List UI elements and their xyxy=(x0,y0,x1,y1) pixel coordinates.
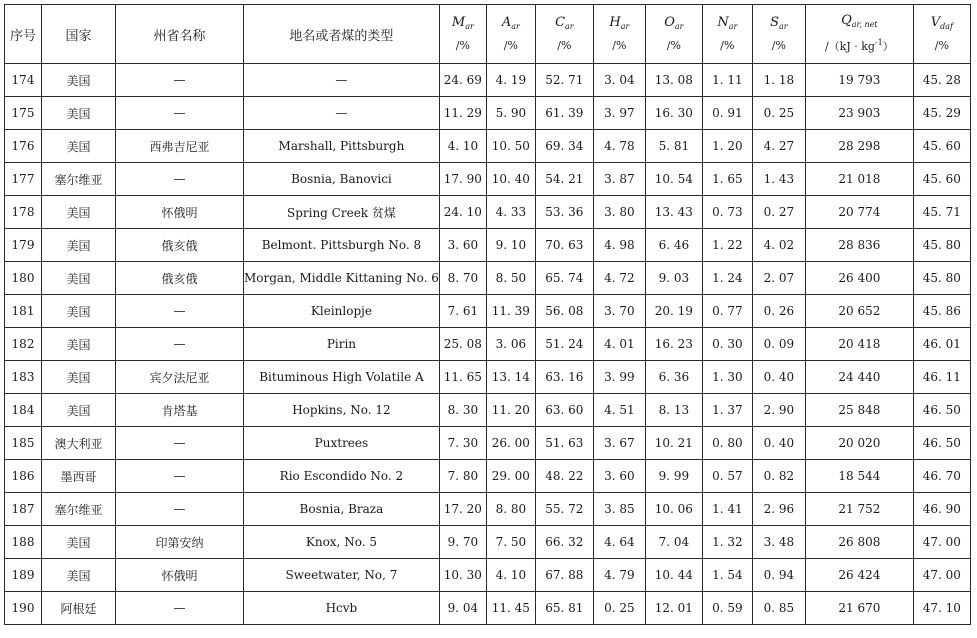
cell-no: 187 xyxy=(5,493,42,526)
cell-har: 4. 51 xyxy=(593,394,645,427)
cell-sar: 4. 02 xyxy=(752,229,805,262)
cell-oar: 9. 99 xyxy=(645,460,702,493)
cell-vdaf: 46. 50 xyxy=(913,427,970,460)
header-car xyxy=(535,5,593,64)
cell-sar: 4. 27 xyxy=(752,130,805,163)
cell-country: 澳大利亚 xyxy=(42,427,116,460)
cell-no: 177 xyxy=(5,163,42,196)
header-vdaf xyxy=(913,5,970,64)
cell-nar: 1. 11 xyxy=(702,64,752,97)
cell-car: 56. 08 xyxy=(535,295,593,328)
cell-car: 70. 63 xyxy=(535,229,593,262)
cell-har: 4. 72 xyxy=(593,262,645,295)
cell-country: 美国 xyxy=(42,262,116,295)
cell-nar: 0. 80 xyxy=(702,427,752,460)
cell-vdaf: 47. 00 xyxy=(913,559,970,592)
cell-qar-net: 19 793 xyxy=(805,64,913,97)
cell-no: 181 xyxy=(5,295,42,328)
table-body xyxy=(5,64,971,625)
table-row xyxy=(5,229,971,262)
cell-state: 怀俄明 xyxy=(116,559,244,592)
cell-state: 俄亥俄 xyxy=(116,262,244,295)
cell-vdaf: 46. 70 xyxy=(913,460,970,493)
cell-no: 175 xyxy=(5,97,42,130)
cell-no: 190 xyxy=(5,592,42,625)
cell-aar: 10. 40 xyxy=(486,163,535,196)
header-sar-unit: /% xyxy=(771,39,786,53)
cell-aar: 13. 14 xyxy=(486,361,535,394)
header-qar-unit xyxy=(806,38,913,54)
header-car-sub: ar xyxy=(565,21,574,31)
cell-no: 184 xyxy=(5,394,42,427)
cell-mar: 4. 10 xyxy=(439,130,486,163)
cell-mar: 9. 04 xyxy=(439,592,486,625)
cell-qar-net: 20 418 xyxy=(805,328,913,361)
table-row xyxy=(5,130,971,163)
cell-country: 塞尔维亚 xyxy=(42,163,116,196)
cell-state: — xyxy=(116,97,244,130)
cell-aar: 5. 90 xyxy=(486,97,535,130)
cell-har: 3. 04 xyxy=(593,64,645,97)
header-vdaf-unit: /% xyxy=(934,39,949,53)
cell-car: 67. 88 xyxy=(535,559,593,592)
header-qar-symbol: Q xyxy=(841,13,852,29)
cell-aar: 8. 80 xyxy=(486,493,535,526)
cell-mar: 17. 20 xyxy=(439,493,486,526)
header-vdaf-sub: daf xyxy=(940,21,953,31)
header-har-unit: /% xyxy=(612,39,627,53)
cell-sar: 0. 25 xyxy=(752,97,805,130)
cell-car: 65. 81 xyxy=(535,592,593,625)
cell-no: 185 xyxy=(5,427,42,460)
header-aar-sub: ar xyxy=(511,21,520,31)
header-mar-unit: /% xyxy=(455,39,470,53)
cell-aar: 9. 10 xyxy=(486,229,535,262)
table-row xyxy=(5,328,971,361)
cell-country: 美国 xyxy=(42,295,116,328)
cell-state: 印第安纳 xyxy=(116,526,244,559)
cell-har: 3. 67 xyxy=(593,427,645,460)
cell-car: 65. 74 xyxy=(535,262,593,295)
cell-qar-net: 26 808 xyxy=(805,526,913,559)
cell-state: 怀俄明 xyxy=(116,196,244,229)
header-har xyxy=(593,5,645,64)
cell-nar: 1. 54 xyxy=(702,559,752,592)
header-mar-symbol: M xyxy=(451,14,466,30)
cell-oar: 6. 36 xyxy=(645,361,702,394)
cell-qar-net: 18 544 xyxy=(805,460,913,493)
cell-place: Pirin xyxy=(244,328,440,361)
cell-country: 美国 xyxy=(42,559,116,592)
cell-state: — xyxy=(116,427,244,460)
header-car-unit: /% xyxy=(557,39,572,53)
header-sar xyxy=(752,5,805,64)
cell-vdaf: 47. 10 xyxy=(913,592,970,625)
header-vdaf-symbol: V xyxy=(930,14,941,30)
cell-place: Marshall, Pittsburgh xyxy=(244,130,440,163)
cell-place: Morgan, Middle Kittaning No. 6 xyxy=(244,262,440,295)
cell-vdaf: 45. 80 xyxy=(913,229,970,262)
cell-vdaf: 45. 86 xyxy=(913,295,970,328)
cell-vdaf: 45. 29 xyxy=(913,97,970,130)
cell-vdaf: 45. 28 xyxy=(913,64,970,97)
cell-oar: 7. 04 xyxy=(645,526,702,559)
cell-vdaf: 46. 01 xyxy=(913,328,970,361)
table-row xyxy=(5,262,971,295)
cell-har: 3. 97 xyxy=(593,97,645,130)
cell-sar: 1. 43 xyxy=(752,163,805,196)
cell-vdaf: 46. 11 xyxy=(913,361,970,394)
cell-state: — xyxy=(116,592,244,625)
cell-qar-net: 26 400 xyxy=(805,262,913,295)
cell-vdaf: 45. 60 xyxy=(913,130,970,163)
cell-vdaf: 45. 80 xyxy=(913,262,970,295)
table-row xyxy=(5,196,971,229)
cell-no: 176 xyxy=(5,130,42,163)
table-row xyxy=(5,394,971,427)
cell-mar: 8. 30 xyxy=(439,394,486,427)
cell-aar: 3. 06 xyxy=(486,328,535,361)
cell-country: 美国 xyxy=(42,328,116,361)
cell-state: — xyxy=(116,295,244,328)
cell-state: 俄亥俄 xyxy=(116,229,244,262)
header-oar xyxy=(645,5,702,64)
cell-car: 48. 22 xyxy=(535,460,593,493)
cell-place: Spring Creek 贫煤 xyxy=(244,196,440,229)
cell-sar: 1. 18 xyxy=(752,64,805,97)
cell-oar: 13. 43 xyxy=(645,196,702,229)
cell-aar: 29. 00 xyxy=(486,460,535,493)
cell-country: 墨西哥 xyxy=(42,460,116,493)
cell-country: 美国 xyxy=(42,229,116,262)
cell-place: Knox, No. 5 xyxy=(244,526,440,559)
cell-aar: 8. 50 xyxy=(486,262,535,295)
header-no xyxy=(5,5,42,64)
header-oar-symbol: O xyxy=(664,14,675,30)
header-oar-sub: ar xyxy=(674,21,684,31)
cell-no: 179 xyxy=(5,229,42,262)
cell-sar: 0. 82 xyxy=(752,460,805,493)
cell-place: — xyxy=(244,97,440,130)
cell-nar: 1. 41 xyxy=(702,493,752,526)
header-nar-symbol: N xyxy=(717,14,729,30)
cell-oar: 5. 81 xyxy=(645,130,702,163)
cell-sar: 3. 48 xyxy=(752,526,805,559)
cell-state: — xyxy=(116,64,244,97)
header-place-label: 地名或者煤的类型 xyxy=(289,28,394,44)
cell-oar: 12. 01 xyxy=(645,592,702,625)
cell-nar: 1. 65 xyxy=(702,163,752,196)
cell-state: — xyxy=(116,163,244,196)
cell-nar: 0. 30 xyxy=(702,328,752,361)
cell-state: 西弗吉尼亚 xyxy=(116,130,244,163)
cell-mar: 7. 61 xyxy=(439,295,486,328)
cell-aar: 26. 00 xyxy=(486,427,535,460)
cell-nar: 1. 20 xyxy=(702,130,752,163)
table-row xyxy=(5,361,971,394)
cell-aar: 11. 45 xyxy=(486,592,535,625)
cell-place: Hopkins, No. 12 xyxy=(244,394,440,427)
cell-oar: 8. 13 xyxy=(645,394,702,427)
cell-qar-net: 24 440 xyxy=(805,361,913,394)
header-country-label: 国家 xyxy=(65,28,92,44)
cell-nar: 1. 32 xyxy=(702,526,752,559)
cell-place: — xyxy=(244,64,440,97)
cell-nar: 1. 30 xyxy=(702,361,752,394)
cell-mar: 3. 60 xyxy=(439,229,486,262)
cell-place: Bosnia, Banovici xyxy=(244,163,440,196)
table-row xyxy=(5,97,971,130)
cell-place: Hcvb xyxy=(244,592,440,625)
cell-nar: 0. 57 xyxy=(702,460,752,493)
header-mar-sub: ar xyxy=(465,21,474,31)
cell-sar: 0. 26 xyxy=(752,295,805,328)
cell-mar: 17. 90 xyxy=(439,163,486,196)
cell-no: 174 xyxy=(5,64,42,97)
cell-car: 66. 32 xyxy=(535,526,593,559)
cell-oar: 10. 44 xyxy=(645,559,702,592)
cell-mar: 24. 10 xyxy=(439,196,486,229)
cell-sar: 0. 40 xyxy=(752,427,805,460)
cell-nar: 1. 37 xyxy=(702,394,752,427)
table-row xyxy=(5,295,971,328)
header-qar-unit-post: ） xyxy=(882,39,894,53)
cell-mar: 10. 30 xyxy=(439,559,486,592)
cell-car: 55. 72 xyxy=(535,493,593,526)
cell-aar: 4. 10 xyxy=(486,559,535,592)
table-row xyxy=(5,592,971,625)
table-row xyxy=(5,64,971,97)
cell-no: 182 xyxy=(5,328,42,361)
cell-har: 3. 70 xyxy=(593,295,645,328)
cell-qar-net: 25 848 xyxy=(805,394,913,427)
header-aar-symbol: A xyxy=(501,14,512,30)
header-mar xyxy=(439,5,486,64)
cell-country: 美国 xyxy=(42,97,116,130)
header-nar-sub: ar xyxy=(728,21,738,31)
header-aar-unit: /% xyxy=(503,39,518,53)
header-oar-unit: /% xyxy=(666,39,681,53)
cell-har: 4. 78 xyxy=(593,130,645,163)
cell-place: Belmont. Pittsburgh No. 8 xyxy=(244,229,440,262)
cell-car: 63. 60 xyxy=(535,394,593,427)
cell-car: 63. 16 xyxy=(535,361,593,394)
header-country xyxy=(42,5,116,64)
cell-country: 美国 xyxy=(42,394,116,427)
cell-aar: 11. 39 xyxy=(486,295,535,328)
cell-no: 178 xyxy=(5,196,42,229)
cell-qar-net: 23 903 xyxy=(805,97,913,130)
cell-sar: 2. 90 xyxy=(752,394,805,427)
cell-country: 美国 xyxy=(42,130,116,163)
cell-state: — xyxy=(116,460,244,493)
cell-place: Bituminous High Volatile A xyxy=(244,361,440,394)
cell-nar: 1. 22 xyxy=(702,229,752,262)
table-row xyxy=(5,493,971,526)
cell-sar: 0. 40 xyxy=(752,361,805,394)
cell-state: — xyxy=(116,493,244,526)
cell-nar: 0. 73 xyxy=(702,196,752,229)
cell-oar: 16. 30 xyxy=(645,97,702,130)
cell-mar: 8. 70 xyxy=(439,262,486,295)
coal-analysis-table-container xyxy=(4,4,971,625)
cell-vdaf: 46. 50 xyxy=(913,394,970,427)
cell-car: 53. 36 xyxy=(535,196,593,229)
cell-country: 塞尔维亚 xyxy=(42,493,116,526)
cell-qar-net: 20 652 xyxy=(805,295,913,328)
cell-vdaf: 45. 71 xyxy=(913,196,970,229)
cell-place: Sweetwater, No, 7 xyxy=(244,559,440,592)
cell-aar: 11. 20 xyxy=(486,394,535,427)
cell-har: 3. 60 xyxy=(593,460,645,493)
header-sar-sub: ar xyxy=(779,21,788,31)
cell-place: Rio Escondido No. 2 xyxy=(244,460,440,493)
table-row xyxy=(5,427,971,460)
cell-oar: 10. 21 xyxy=(645,427,702,460)
cell-nar: 1. 24 xyxy=(702,262,752,295)
cell-sar: 0. 94 xyxy=(752,559,805,592)
cell-place: Kleinlopje xyxy=(244,295,440,328)
cell-mar: 11. 65 xyxy=(439,361,486,394)
cell-mar: 11. 29 xyxy=(439,97,486,130)
cell-state: — xyxy=(116,328,244,361)
header-car-symbol: C xyxy=(555,14,566,30)
cell-qar-net: 20 774 xyxy=(805,196,913,229)
cell-har: 3. 80 xyxy=(593,196,645,229)
cell-no: 180 xyxy=(5,262,42,295)
header-nar xyxy=(702,5,752,64)
header-state-label: 州省名称 xyxy=(153,28,206,44)
cell-har: 4. 79 xyxy=(593,559,645,592)
cell-car: 51. 24 xyxy=(535,328,593,361)
header-sar-symbol: S xyxy=(770,14,780,30)
cell-car: 61. 39 xyxy=(535,97,593,130)
cell-sar: 0. 09 xyxy=(752,328,805,361)
cell-oar: 20. 19 xyxy=(645,295,702,328)
header-aar xyxy=(486,5,535,64)
cell-oar: 16. 23 xyxy=(645,328,702,361)
cell-car: 51. 63 xyxy=(535,427,593,460)
table-row xyxy=(5,526,971,559)
cell-nar: 0. 59 xyxy=(702,592,752,625)
cell-har: 3. 85 xyxy=(593,493,645,526)
cell-oar: 9. 03 xyxy=(645,262,702,295)
cell-country: 阿根廷 xyxy=(42,592,116,625)
cell-qar-net: 21 018 xyxy=(805,163,913,196)
cell-har: 3. 99 xyxy=(593,361,645,394)
header-qar-unit-pre: /（kJ · kg xyxy=(824,39,875,53)
header-place xyxy=(244,5,440,64)
cell-qar-net: 21 670 xyxy=(805,592,913,625)
cell-no: 188 xyxy=(5,526,42,559)
cell-oar: 10. 54 xyxy=(645,163,702,196)
table-row xyxy=(5,163,971,196)
cell-aar: 10. 50 xyxy=(486,130,535,163)
cell-mar: 25. 08 xyxy=(439,328,486,361)
cell-vdaf: 47. 00 xyxy=(913,526,970,559)
cell-mar: 9. 70 xyxy=(439,526,486,559)
cell-car: 69. 34 xyxy=(535,130,593,163)
cell-aar: 4. 33 xyxy=(486,196,535,229)
cell-qar-net: 28 836 xyxy=(805,229,913,262)
cell-place: Puxtrees xyxy=(244,427,440,460)
cell-aar: 7. 50 xyxy=(486,526,535,559)
cell-place: Bosnia, Braza xyxy=(244,493,440,526)
cell-state: 肯塔基 xyxy=(116,394,244,427)
header-qar-sub: ar, net xyxy=(851,20,878,30)
header-har-symbol: H xyxy=(609,14,621,30)
header-state xyxy=(116,5,244,64)
cell-country: 美国 xyxy=(42,64,116,97)
cell-country: 美国 xyxy=(42,526,116,559)
cell-car: 52. 71 xyxy=(535,64,593,97)
coal-analysis-table xyxy=(4,4,971,625)
cell-no: 189 xyxy=(5,559,42,592)
cell-qar-net: 20 020 xyxy=(805,427,913,460)
header-no-label: 序号 xyxy=(9,28,36,44)
cell-aar: 4. 19 xyxy=(486,64,535,97)
header-nar-unit: /% xyxy=(720,39,735,53)
cell-country: 美国 xyxy=(42,361,116,394)
header-row xyxy=(5,5,971,64)
cell-mar: 24. 69 xyxy=(439,64,486,97)
cell-no: 183 xyxy=(5,361,42,394)
cell-vdaf: 46. 90 xyxy=(913,493,970,526)
cell-nar: 0. 77 xyxy=(702,295,752,328)
cell-sar: 2. 07 xyxy=(752,262,805,295)
cell-qar-net: 21 752 xyxy=(805,493,913,526)
header-har-sub: ar xyxy=(620,21,630,31)
cell-sar: 0. 27 xyxy=(752,196,805,229)
cell-car: 54. 21 xyxy=(535,163,593,196)
cell-state: 宾夕法尼亚 xyxy=(116,361,244,394)
cell-har: 4. 98 xyxy=(593,229,645,262)
cell-oar: 10. 06 xyxy=(645,493,702,526)
header-qar-net xyxy=(805,5,913,64)
cell-har: 4. 64 xyxy=(593,526,645,559)
table-row xyxy=(5,460,971,493)
cell-har: 4. 01 xyxy=(593,328,645,361)
cell-sar: 0. 85 xyxy=(752,592,805,625)
cell-oar: 6. 46 xyxy=(645,229,702,262)
cell-nar: 0. 91 xyxy=(702,97,752,130)
cell-no: 186 xyxy=(5,460,42,493)
cell-har: 0. 25 xyxy=(593,592,645,625)
table-header xyxy=(5,5,971,64)
cell-oar: 13. 08 xyxy=(645,64,702,97)
table-row xyxy=(5,559,971,592)
cell-har: 3. 87 xyxy=(593,163,645,196)
cell-mar: 7. 30 xyxy=(439,427,486,460)
header-qar-unit-sup: -1 xyxy=(874,37,883,47)
cell-country: 美国 xyxy=(42,196,116,229)
cell-qar-net: 28 298 xyxy=(805,130,913,163)
cell-mar: 7. 80 xyxy=(439,460,486,493)
cell-vdaf: 45. 60 xyxy=(913,163,970,196)
cell-sar: 2. 96 xyxy=(752,493,805,526)
cell-qar-net: 26 424 xyxy=(805,559,913,592)
